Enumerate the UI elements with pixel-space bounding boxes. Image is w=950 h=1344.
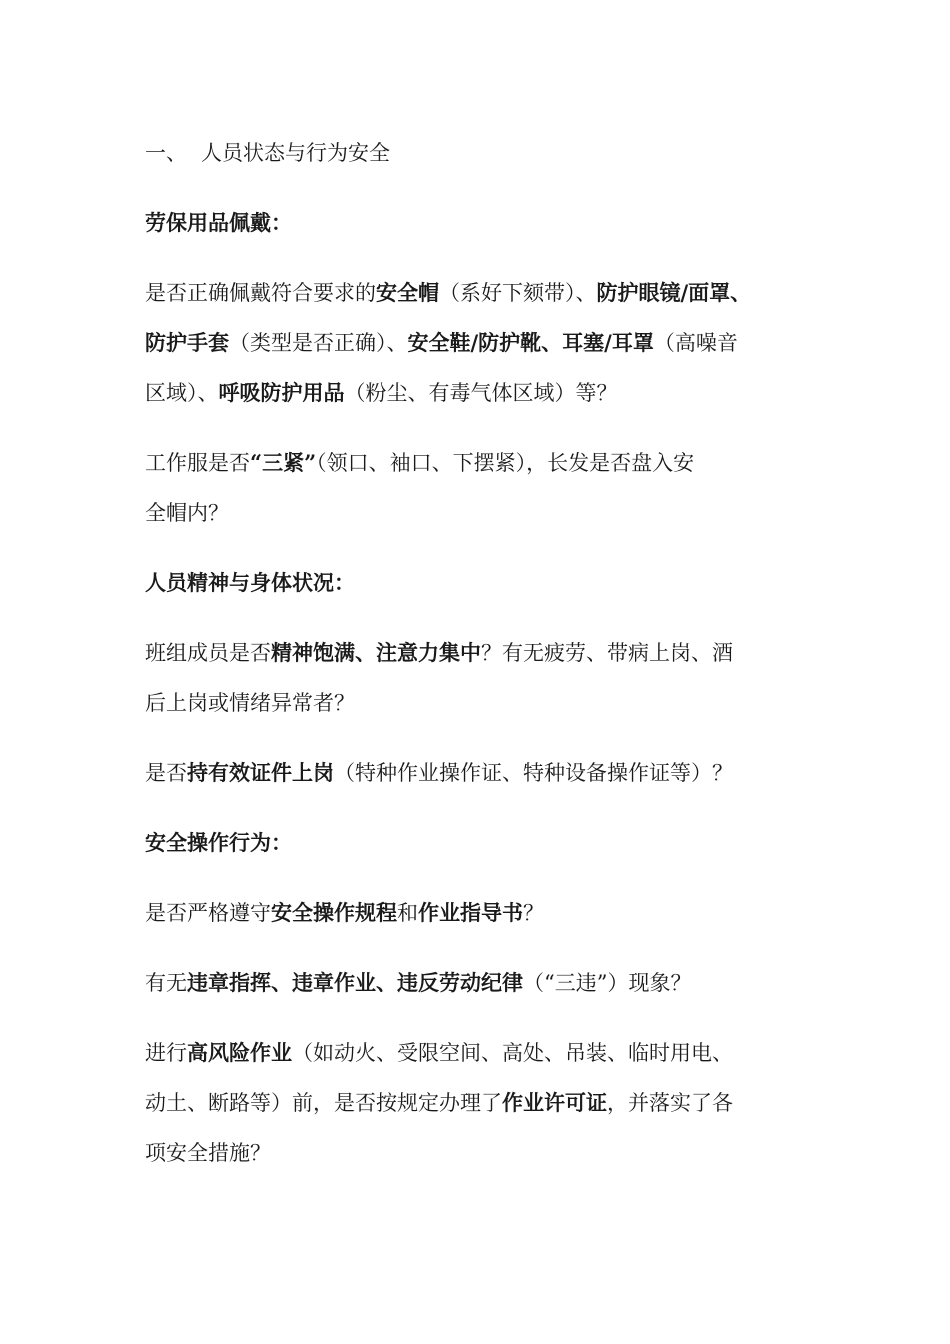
ops-heading: 安全操作行为： bbox=[145, 830, 292, 855]
text-run: （粉尘、有毒气体区域）等？ bbox=[344, 381, 618, 405]
bold-term: 安全帽 bbox=[376, 280, 439, 305]
ppe-heading: 劳保用品佩戴： bbox=[145, 210, 292, 235]
text-run: 和 bbox=[397, 901, 418, 925]
text-run: （领口、袖口、下摆紧），长发是否盘入安 bbox=[316, 451, 695, 475]
ppe-paragraph-2 bbox=[145, 438, 825, 538]
paragraph-line bbox=[145, 748, 825, 798]
text-run: 工作服是否 bbox=[145, 451, 250, 475]
bold-term: 安全操作规程 bbox=[271, 900, 397, 925]
text-run: （如动火、受限空间、高处、吊装、临时用电、 bbox=[292, 1041, 733, 1065]
document-body bbox=[145, 128, 825, 1178]
ops-paragraph-3 bbox=[145, 1028, 825, 1178]
text-run: ，并落实了各 bbox=[607, 1091, 733, 1115]
ops-paragraph-1 bbox=[145, 888, 825, 938]
bold-term: 违章指挥、违章作业、违反劳动纪律 bbox=[187, 970, 523, 995]
paragraph-line: 后上岗或情绪异常者？ bbox=[145, 691, 355, 715]
health-heading: 人员精神与身体状况： bbox=[145, 570, 355, 595]
bold-term: 、 bbox=[541, 330, 563, 355]
bold-term: 防护手套 bbox=[145, 330, 229, 355]
paragraph-line: 项安全措施？ bbox=[145, 1141, 271, 1165]
text-run: 有无 bbox=[145, 971, 187, 995]
paragraph-line bbox=[145, 368, 825, 418]
text-run: 是否正确佩戴符合要求的 bbox=[145, 281, 376, 305]
bold-term: 作业许可证 bbox=[502, 1090, 607, 1115]
bold-term: 作业指导书 bbox=[418, 900, 523, 925]
ops-paragraph-2 bbox=[145, 958, 825, 1008]
paragraph-line bbox=[145, 1078, 825, 1128]
text-run: （“三违”）现象？ bbox=[523, 971, 692, 995]
health-paragraph-2 bbox=[145, 748, 825, 798]
bold-term: 、 bbox=[730, 280, 752, 305]
text-run: 区域）、 bbox=[145, 381, 219, 405]
text-run: （特种作业操作证、特种设备操作证等）？ bbox=[334, 761, 733, 785]
paragraph-line bbox=[145, 628, 825, 678]
bold-term: 安全鞋/防护靴 bbox=[407, 330, 542, 355]
bold-term: 呼吸防护用品 bbox=[218, 380, 345, 405]
text-run: （类型是否正确）、 bbox=[229, 331, 408, 355]
paragraph-line bbox=[145, 1028, 825, 1078]
paragraph-line bbox=[145, 438, 825, 488]
bold-term: 高风险作业 bbox=[187, 1040, 292, 1065]
text-run: ？ bbox=[523, 901, 544, 925]
text-run: 进行 bbox=[145, 1041, 187, 1065]
bold-term: “三紧” bbox=[250, 450, 317, 475]
text-run: 是否严格遵守 bbox=[145, 901, 271, 925]
bold-term: 精神饱满、注意力集中 bbox=[271, 640, 481, 665]
section-heading bbox=[145, 128, 825, 178]
paragraph-line bbox=[145, 318, 825, 368]
text-run: 班组成员是否 bbox=[145, 641, 271, 665]
text-run: 动土、断路等）前，是否按规定办理了 bbox=[145, 1091, 502, 1115]
text-run: 是否 bbox=[145, 761, 187, 785]
paragraph-line bbox=[145, 268, 825, 318]
text-run: （系好下颏带）、 bbox=[439, 281, 597, 305]
paragraph-line: 全帽内？ bbox=[145, 501, 229, 525]
bold-term: 耳塞/耳罩 bbox=[562, 330, 654, 355]
health-paragraph-1 bbox=[145, 628, 825, 728]
bold-term: 持有效证件上岗 bbox=[187, 760, 334, 785]
ppe-paragraph-1 bbox=[145, 268, 825, 418]
section-title: 人员状态与行为安全 bbox=[201, 141, 390, 165]
text-run: （高噪音 bbox=[653, 331, 738, 355]
section-number: 一、 bbox=[145, 141, 187, 165]
bold-term: 防护眼镜/面罩 bbox=[596, 280, 731, 305]
text-run: ？有无疲劳、带病上岗、酒 bbox=[481, 641, 733, 665]
